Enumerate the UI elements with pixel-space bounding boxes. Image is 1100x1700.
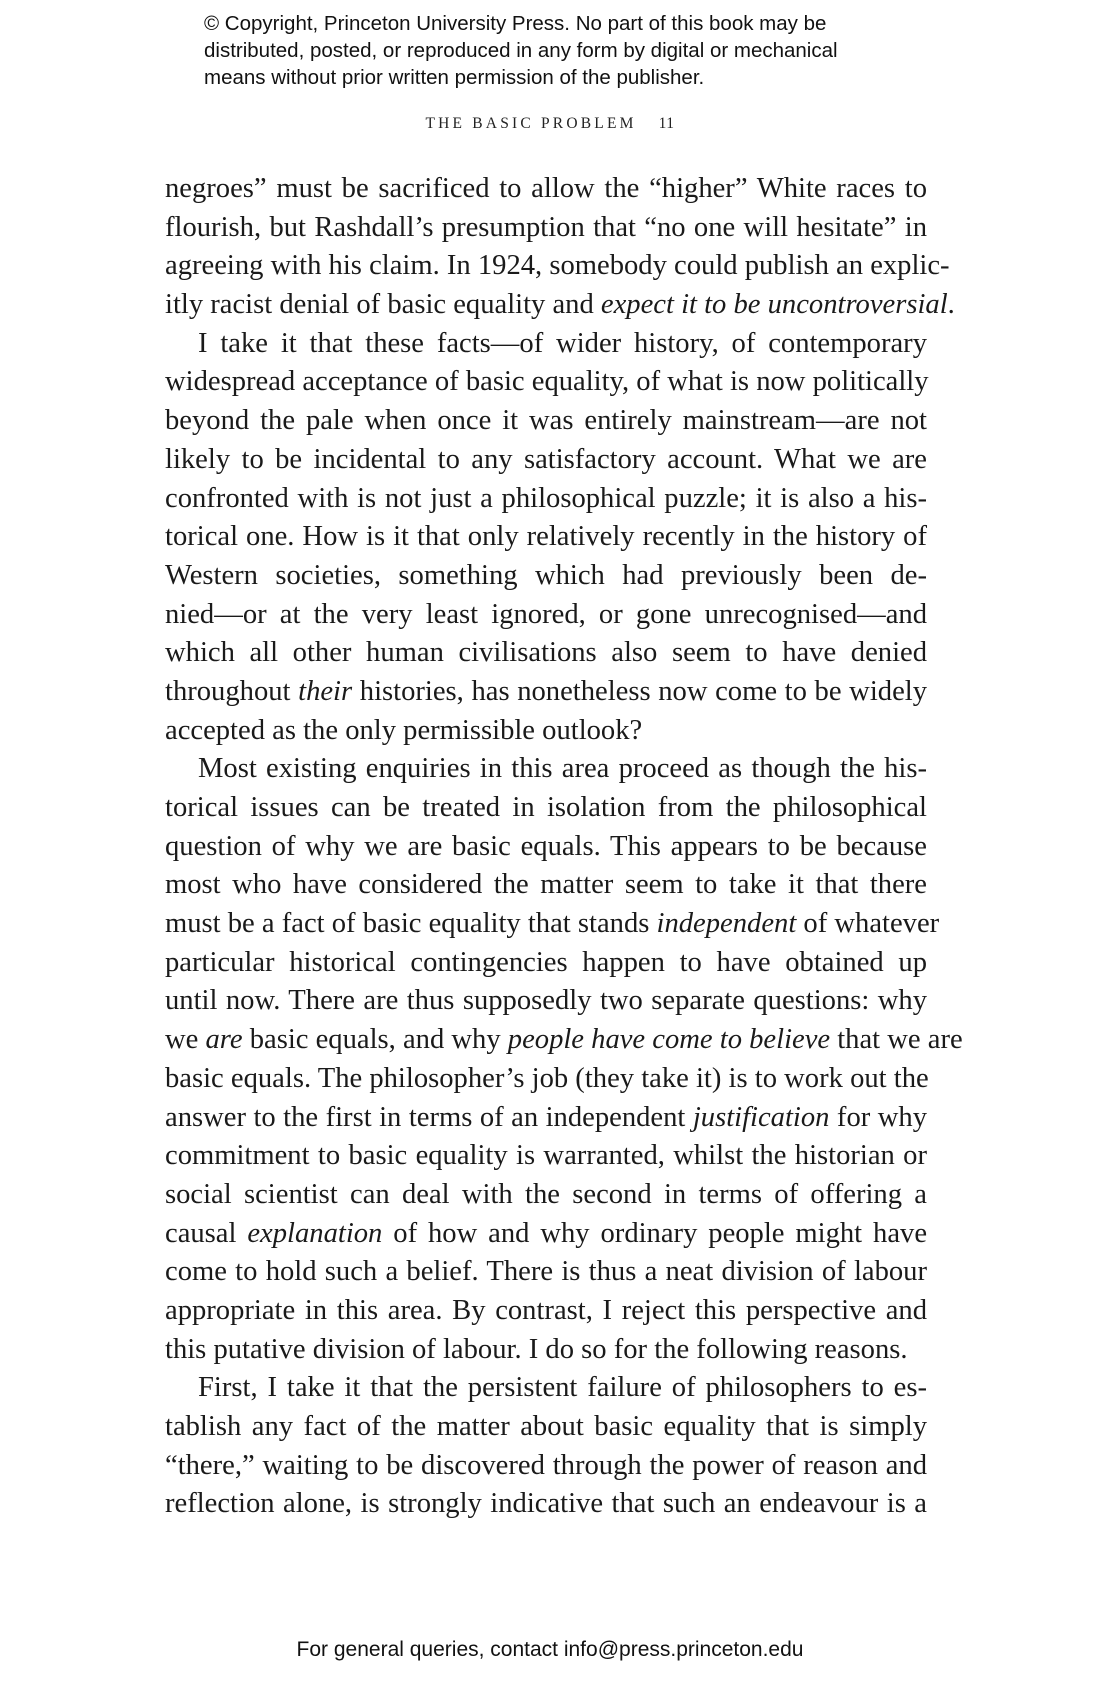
text-line <box>165 1369 927 1408</box>
text-run: answer to the first in terms of an independent <box>165 1101 693 1133</box>
text-run: Western societies, something which had previously been de- <box>165 559 927 591</box>
text-line <box>165 402 927 441</box>
text-line <box>165 441 927 480</box>
italic-run: justification <box>692 1101 830 1133</box>
text-line <box>165 1331 927 1370</box>
footer-contact: For general queries, contact info@press.princeton.edu <box>296 1638 804 1661</box>
running-head <box>0 115 1100 133</box>
text-run: basic equals. The philosopher’s job (they take it) is to work out the <box>165 1062 929 1094</box>
text-line <box>165 1137 927 1176</box>
text-run: basic equals, and why <box>242 1024 508 1056</box>
text-run: nied—or at the very least ignored, or gone unrecognised—and <box>165 598 927 630</box>
text-run: we <box>165 1024 206 1056</box>
text-run: until now. There are thus supposedly two separate questions: why <box>165 985 927 1017</box>
text-run: beyond the pale when once it was entirely mainstream—are not <box>165 405 927 437</box>
text-line <box>165 750 927 789</box>
body-text <box>165 170 963 1524</box>
italic-run: their <box>298 675 353 707</box>
page-number: 11 <box>658 115 675 132</box>
text-line <box>165 518 927 557</box>
text-run: likely to be incidental to any satisfactory account. What we are <box>165 443 927 475</box>
text-line <box>165 363 927 402</box>
text-line <box>165 1176 927 1215</box>
text-line <box>165 1060 927 1099</box>
italic-run: independent <box>656 908 797 940</box>
text-line <box>165 828 927 867</box>
text-run: flourish, but Rashdall’s presumption that “no one will hesitate” in <box>165 211 927 243</box>
text-run: torical one. How is it that only relatively recently in the history of <box>165 521 927 553</box>
text-line <box>165 1485 927 1524</box>
text-run: this putative division of labour. I do so for the following reasons. <box>165 1333 908 1365</box>
text-line <box>165 209 927 248</box>
text-line <box>165 712 927 751</box>
italic-run: expect it to be uncontroversial <box>600 289 948 321</box>
text-line <box>165 480 927 519</box>
text-run: reflection alone, is strongly indicative that such an endeavour is a <box>165 1488 927 1520</box>
text-run: First, I take it that the persistent failure of philosophers to es- <box>198 1372 927 1404</box>
text-line <box>165 286 955 325</box>
text-run: Most existing enquiries in this area proceed as though the his- <box>198 753 927 785</box>
text-run: accepted as the only permissible outlook? <box>165 714 643 746</box>
text-run: come to hold such a belief. There is thus a neat division of labour <box>165 1256 927 1288</box>
text-run: of how and why ordinary people might have <box>382 1217 928 1249</box>
text-line <box>165 596 927 635</box>
text-run: which all other human civilisations also seem to have denied <box>165 637 927 669</box>
text-run: that we are <box>830 1024 963 1056</box>
text-run: . <box>947 289 955 321</box>
text-line <box>165 1253 927 1292</box>
text-line <box>165 247 950 286</box>
text-run: confronted with is not just a philosophical puzzle; it is also a his- <box>165 482 927 514</box>
copyright-line: © Copyright, Princeton University Press. No part of this book may be <box>204 12 827 35</box>
text-line <box>165 1408 927 1447</box>
text-line <box>165 1292 927 1331</box>
copyright-line: distributed, posted, or reproduced in any form by digital or mechanical <box>204 39 838 62</box>
text-run: widespread acceptance of basic equality, of what is now politically <box>165 366 929 398</box>
text-run: tablish any fact of the matter about basic equality that is simply <box>165 1411 927 1442</box>
italic-run: are <box>205 1024 243 1056</box>
text-line <box>165 905 940 944</box>
text-run: “there,” waiting to be discovered through the power of reason and <box>165 1449 927 1481</box>
text-line <box>165 170 927 209</box>
italic-run: people have come to believe <box>507 1024 831 1056</box>
text-line <box>165 325 927 364</box>
text-run: particular historical contingencies happen to have obtained up <box>165 946 927 978</box>
running-head-title: THE BASIC PROBLEM <box>425 115 637 132</box>
copyright-line: means without prior written permission of the publisher. <box>204 66 705 89</box>
text-run: itly racist denial of basic equality and <box>165 289 601 321</box>
text-run: throughout <box>165 675 299 707</box>
text-line <box>165 944 927 983</box>
text-run: I take it that these facts—of wider history, of contemporary <box>198 327 927 359</box>
text-line <box>165 1021 963 1060</box>
text-line <box>165 673 927 712</box>
text-line <box>165 557 927 596</box>
text-run: causal <box>165 1217 248 1249</box>
text-line <box>165 1447 927 1486</box>
text-line <box>165 634 927 673</box>
text-run: negroes” must be sacrificed to allow the “higher” White races to <box>165 173 927 204</box>
text-run: agreeing with his claim. In 1924, somebody could publish an explic- <box>165 250 950 282</box>
text-run: must be a fact of basic equality that stands <box>165 908 657 940</box>
copyright-notice <box>204 10 944 91</box>
text-run: of whatever <box>796 908 940 940</box>
text-line <box>165 1215 927 1254</box>
text-run: social scientist can deal with the second in terms of offering a <box>165 1178 927 1210</box>
text-run: question of why we are basic equals. This appears to be because <box>165 830 927 862</box>
text-run: appropriate in this area. By contrast, I reject this perspective and <box>165 1294 927 1326</box>
italic-run: explanation <box>247 1217 383 1249</box>
text-run: for why <box>829 1101 927 1133</box>
text-line <box>165 1099 927 1138</box>
text-run: commitment to basic equality is warranted, whilst the historian or <box>165 1140 927 1172</box>
text-run: histories, has nonetheless now come to be widely <box>352 675 927 707</box>
text-line <box>165 982 927 1021</box>
text-run: torical issues can be treated in isolation from the philosophical <box>165 792 927 823</box>
text-run: most who have considered the matter seem to take it that there <box>165 869 927 901</box>
text-line <box>165 866 927 905</box>
text-line <box>165 789 927 828</box>
